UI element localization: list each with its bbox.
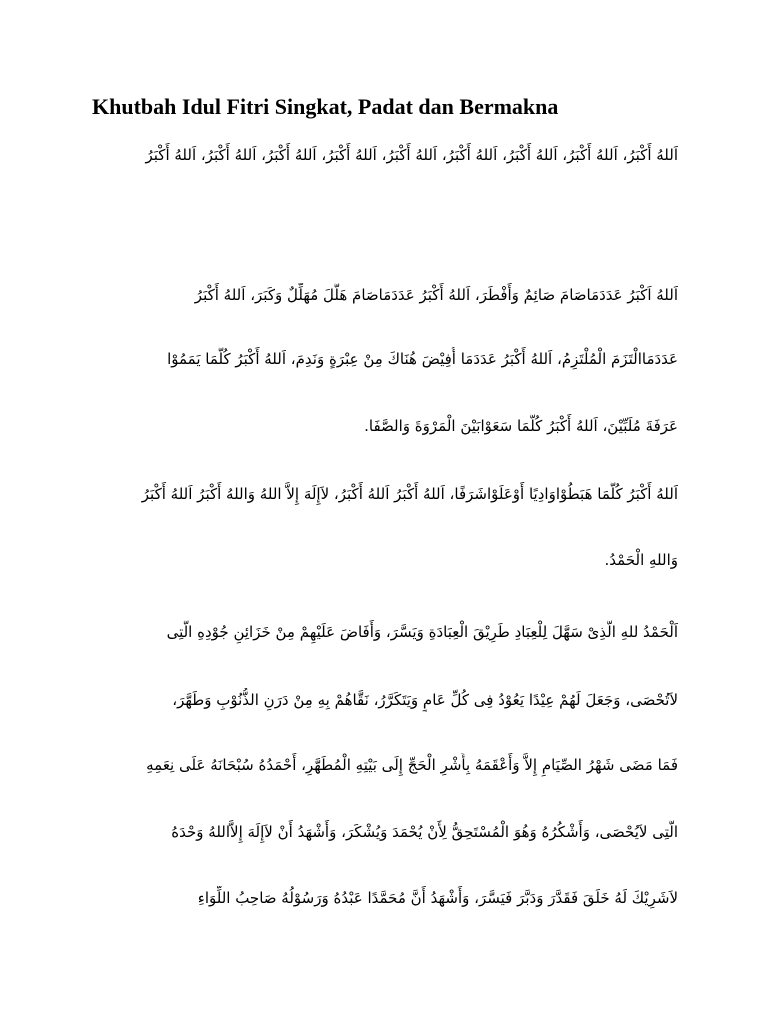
- text-line: اَللهُ أَكْبَرُ كُلَّمَا هَبَطُوْاوَادِيًا أَوْعَلَوْاشَرَفًا، اَللهُ أَكْبَرُ اَللهُ أَكْبَرُ، لاَإِلَهَ إِلاَّ اللهُ وَاللهُ أَكْبَرُ اَللهُ أَكْبَرُ: [141, 485, 678, 503]
- text-line: اَلْحَمْدُ للهِ الَّذِىْ سَهَّلَ لِلْعِبَادِ طَرِيْقَ الْعِبَادَةِ وَيَسَّرَ، وَأَفَاضَ عَلَيْهِمْ مِنْ خَزَائِنِ جُوْدِهِ الَّتِى: [166, 623, 678, 641]
- takbir-line: اَللهُ أَكْبَرُ، اَللهُ أَكْبَرُ، اَللهُ أَكْبَرُ، اَللهُ أَكْبَرُ، اَللهُ أَكْبَرُ، اَللهُ أَكْبَرُ، اَللهُ أَكْبَرُ، اَللهُ أَكْبَرُ، اَللهُ أَكْبَرُ: [145, 146, 678, 164]
- text-line: الَّتِى لاَيُحْصَى، وَأَشْكُرُهُ وَهُوَ الْمُسْتَحِقُّ لِأَنْ يُحْمَدَ وَيُشْكَرَ، وَأَشْهَدُ أَنْ لاَإِلَهَ إِلاَّاللهُ وَحْدَهُ: [171, 823, 678, 841]
- text-line: لاَتُحْصَى، وَجَعَلَ لَهُمْ عِيْدًا يَعُوْدُ فِى كُلِّ عَامٍ وَيَتَكَرَّرُ، نَقَّاهُمْ بِهِ مِنْ دَرَنِ الذُّنُوْبِ وَطَهَّرَ،: [172, 691, 678, 709]
- text-line: عَرَفَةَ مُلَبِّيْنَ، اَللهُ أَكْبَرُ كُلَّمَا سَعَوْابَيْنَ الْمَرْوَةَ وَالصَّفَا.: [364, 417, 678, 435]
- text-line: عَدَدَمَاالْتَزَمَ الْمُلْتَزِمُ، اَللهُ أَكْبَرُ عَدَدَمَا أُفِيْضَ هُنَاكَ مِنْ عِبْرَةٍ وَنَدِمَ، اَللهُ أَكْبَرُ كُلَّمَا يَمَمُوْا: [167, 350, 678, 368]
- text-line: لاَشَرِيْكَ لَهُ خَلَقَ فَقَدَّرَ وَدَبَّرَ فَيَسَّرَ، وَأَشْهَدُ أَنَّ مُحَمَّدًا عَبْدُهُ وَرَسُوْلُهُ صَاحِبُ اللِّوَاءِ: [197, 889, 678, 907]
- text-line: وَاللهِ الْحَمْدُ.: [604, 551, 678, 569]
- text-line: اَللهُ اَكْبَرُ عَدَدَمَاصَامَ صَائِمٌ وَأَفْطَرَ، اَللهُ أَكْبَرُ عَدَدَمَاصَامَ هَلَّلَ مُهَلِّلٌ وَكَبَرَ، اَللهُ أَكْبَرُ: [194, 286, 678, 304]
- document-title: Khutbah Idul Fitri Singkat, Padat dan Bermakna: [92, 94, 559, 119]
- text-line: فَمَا مَضَى شَهْرُ الصِّيَامِ إِلاَّ وَأَعْقَمَهُ بِأَشْرِ الْحَجِّ إِلَى بَيْتِهِ الْمُطَهَّرِ، أَحْمَدُهُ سُبْحَانَهُ عَلَى نِعَمِهِ: [146, 756, 678, 774]
